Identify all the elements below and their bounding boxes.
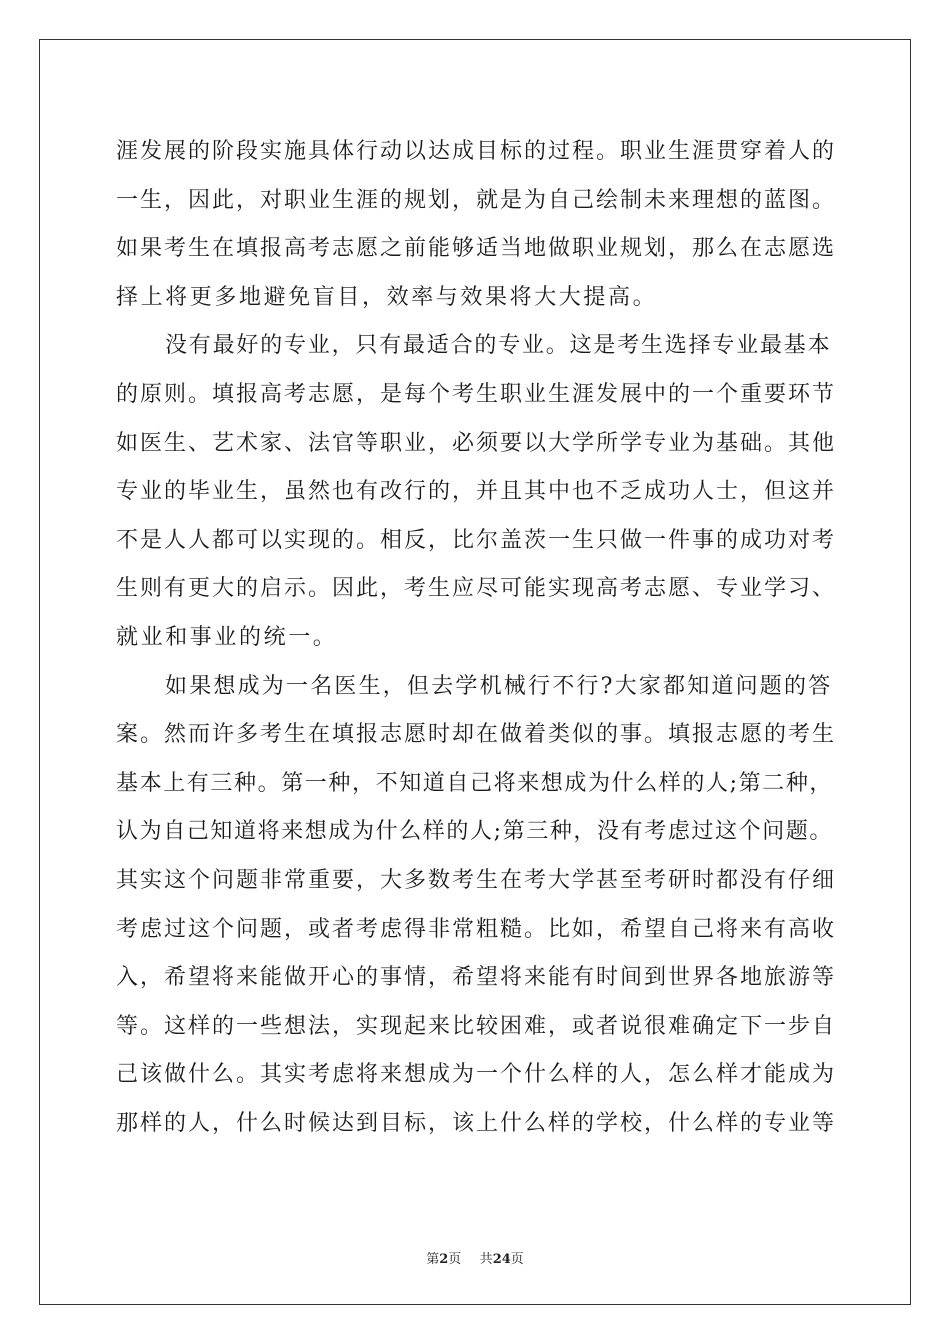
text-line: 没有最好的专业，只有最适合的专业。这是考生选择专业最基本 xyxy=(165,333,832,359)
text-line: 如果想成为一名医生，但去学机械行不行?大家都知道问题的答 xyxy=(165,673,833,699)
text-line: 案。然而许多考生在填报志愿时却在做着类似的事。填报志愿的考生 xyxy=(116,722,837,748)
text-line: 等。这样的一些想法，实现起来比较困难，或者说很难确定下一步自 xyxy=(116,1013,837,1039)
text-line: 生则有更大的启示。因此，考生应尽可能实现高考志愿、专业学习、 xyxy=(116,576,837,602)
text-line: 不是人人都可以实现的。相反，比尔盖茨一生只做一件事的成功对考 xyxy=(116,527,837,553)
text-line: 那样的人，什么时候达到目标，该上什么样的学校，什么样的专业等 xyxy=(116,1110,837,1136)
text-line: 己该做什么。其实考虑将来想成为一个什么样的人，怎么样才能成为 xyxy=(116,1062,837,1088)
text-line: 涯发展的阶段实施具体行动以达成目标的过程。职业生涯贯穿着人的 xyxy=(116,139,837,164)
footer-total-prefix: 共 xyxy=(479,1252,493,1267)
total-page-count: 24 xyxy=(492,1252,511,1267)
page-footer xyxy=(0,1248,950,1267)
text-line: 择上将更多地避免盲目，效率与效果将大大提高。 xyxy=(116,284,658,310)
text-line: 一生，因此，对职业生涯的规划，就是为自己绘制未来理想的蓝图。 xyxy=(116,187,837,213)
text-line: 考虑过这个问题，或者考虑得非常粗糙。比如，希望自己将来有高收 xyxy=(116,916,837,942)
document-body xyxy=(116,128,836,1148)
text-line: 基本上有三种。第一种，不知道自己将来想成为什么样的人;第二种， xyxy=(116,770,834,796)
text-line: 如医生、艺术家、法官等职业，必须要以大学所学专业为基础。其他 xyxy=(116,430,837,456)
text-line: 入，希望将来能做开心的事情，希望将来能有时间到世界各地旅游等 xyxy=(116,965,837,991)
text-line: 的原则。填报高考志愿，是每个考生职业生涯发展中的一个重要环节 xyxy=(116,381,837,407)
text-line: 认为自己知道将来想成为什么样的人;第三种，没有考虑过这个问题。 xyxy=(116,819,834,845)
text-line: 专业的毕业生，虽然也有改行的，并且其中也不乏成功人士，但这并 xyxy=(116,479,837,505)
footer-total-suffix: 页 xyxy=(510,1252,524,1267)
footer-prefix: 第 xyxy=(426,1252,440,1267)
text-line: 就业和事业的统一。 xyxy=(116,624,338,650)
footer-page-suffix: 页 xyxy=(448,1252,462,1267)
text-line: 如果考生在填报高考志愿之前能够适当地做职业规划，那么在志愿选 xyxy=(116,236,837,262)
text-line: 其实这个问题非常重要，大多数考生在考大学甚至考研时都没有仔细 xyxy=(116,867,837,893)
current-page-number: 2 xyxy=(439,1252,449,1267)
